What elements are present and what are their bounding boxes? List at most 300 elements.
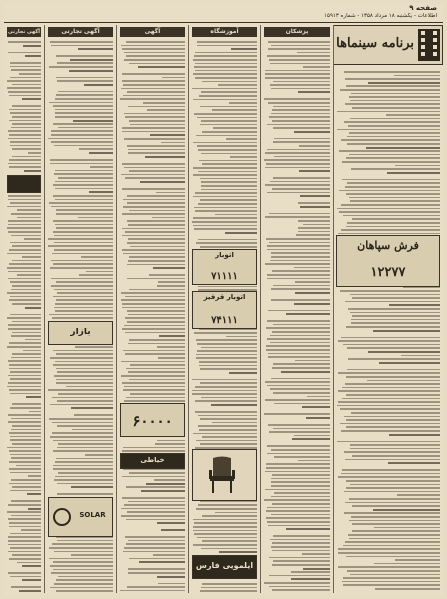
text-line xyxy=(194,332,257,334)
text-line xyxy=(121,299,185,301)
text-line xyxy=(124,547,185,549)
text-line xyxy=(198,425,257,427)
text-line xyxy=(349,154,440,156)
text-line xyxy=(158,357,185,359)
text-line xyxy=(157,346,185,348)
text-line xyxy=(16,465,41,467)
text-line xyxy=(8,544,41,546)
text-line xyxy=(389,304,440,306)
text-line xyxy=(201,181,257,183)
text-line xyxy=(337,129,440,131)
text-line xyxy=(267,274,330,276)
text-line xyxy=(197,350,257,352)
text-line xyxy=(51,134,113,136)
text-line xyxy=(22,565,41,567)
text-line xyxy=(352,315,440,317)
text-line xyxy=(269,586,330,588)
text-line xyxy=(50,404,113,406)
text-line xyxy=(268,353,330,355)
text-line xyxy=(53,561,113,563)
text-line xyxy=(54,583,113,585)
text-line xyxy=(265,77,330,79)
text-line xyxy=(337,111,440,113)
text-line xyxy=(128,540,185,542)
text-line xyxy=(201,91,257,93)
text-line xyxy=(271,496,330,498)
text-line xyxy=(56,94,113,96)
text-line xyxy=(266,345,330,347)
text-line xyxy=(338,476,440,478)
text-line xyxy=(122,127,185,129)
text-line xyxy=(200,124,257,126)
text-line xyxy=(193,225,257,227)
text-line xyxy=(379,362,440,364)
text-line xyxy=(347,369,440,371)
text-line xyxy=(346,394,440,396)
text-line xyxy=(56,368,113,370)
text-line xyxy=(50,267,113,269)
text-line xyxy=(268,310,330,312)
text-line xyxy=(338,552,440,554)
text-line xyxy=(56,299,113,301)
text-line xyxy=(202,515,257,517)
text-line xyxy=(157,576,185,578)
text-line xyxy=(267,245,330,247)
text-line xyxy=(268,424,330,426)
text-line xyxy=(157,440,185,442)
text-line xyxy=(194,522,257,524)
text-line xyxy=(200,382,257,384)
text-line xyxy=(89,152,113,154)
text-line xyxy=(198,149,257,151)
text-line xyxy=(54,375,113,377)
text-line xyxy=(55,98,113,100)
text-line xyxy=(339,211,440,213)
text-line xyxy=(273,428,330,430)
text-line xyxy=(8,220,41,222)
text-line xyxy=(10,141,41,143)
text-line xyxy=(270,260,330,262)
text-line xyxy=(271,481,330,483)
text-line xyxy=(10,62,41,64)
text-line xyxy=(11,357,41,359)
text-line xyxy=(140,181,185,183)
text-line xyxy=(193,530,257,532)
text-line xyxy=(121,45,185,47)
text-line xyxy=(50,357,113,359)
text-line xyxy=(368,351,440,353)
text-line xyxy=(265,471,330,473)
text-line xyxy=(274,156,330,158)
text-line xyxy=(53,296,113,298)
text-line xyxy=(268,102,330,104)
text-line xyxy=(341,229,440,231)
text-line xyxy=(267,149,330,151)
text-line xyxy=(351,168,440,170)
text-line xyxy=(350,448,440,450)
text-line xyxy=(347,347,440,349)
text-line xyxy=(195,77,257,79)
text-line xyxy=(200,199,257,201)
text-line xyxy=(120,98,185,100)
text-line xyxy=(352,523,440,525)
text-line xyxy=(57,400,113,402)
text-line xyxy=(125,116,185,118)
text-line xyxy=(121,292,185,294)
text-line xyxy=(52,317,113,319)
text-line xyxy=(122,80,185,82)
text-line xyxy=(129,210,185,212)
text-line xyxy=(7,227,41,229)
text-line xyxy=(349,132,440,134)
text-line xyxy=(298,227,330,229)
text-line xyxy=(9,120,41,122)
text-line xyxy=(272,503,330,505)
text-line xyxy=(12,148,41,150)
text-line xyxy=(344,451,440,453)
text-line xyxy=(121,174,185,176)
text-line xyxy=(49,202,113,204)
text-line xyxy=(57,425,113,427)
text-line xyxy=(298,231,330,233)
text-line xyxy=(127,278,185,280)
ad-big-number: ۶۰۰۰۰ xyxy=(120,403,185,437)
text-line xyxy=(296,234,330,236)
text-line xyxy=(269,557,330,559)
text-line xyxy=(55,224,113,226)
text-line xyxy=(8,195,41,197)
text-line xyxy=(122,228,185,230)
text-line xyxy=(200,443,257,445)
text-line xyxy=(8,278,41,280)
text-line xyxy=(51,206,113,208)
ad-ilmoby: ایلمویی فارس xyxy=(192,555,257,579)
text-line xyxy=(193,73,257,75)
text-line xyxy=(266,467,330,469)
text-line xyxy=(271,288,330,290)
text-line xyxy=(53,195,113,197)
cinema-listing-text xyxy=(337,25,440,593)
text-line xyxy=(129,558,185,560)
text-line xyxy=(273,324,330,326)
text-line xyxy=(123,253,185,255)
text-line xyxy=(212,422,257,424)
text-line xyxy=(23,45,41,47)
text-line xyxy=(342,469,440,471)
text-line xyxy=(194,207,257,209)
text-line xyxy=(121,375,185,377)
text-line xyxy=(79,274,113,276)
text-line xyxy=(231,48,257,50)
text-line xyxy=(12,285,41,287)
text-line xyxy=(53,468,113,470)
text-line xyxy=(12,84,41,86)
text-line xyxy=(374,527,440,529)
text-line xyxy=(10,371,41,373)
text-line xyxy=(55,310,113,312)
text-line xyxy=(202,163,257,165)
text-line xyxy=(9,368,41,370)
ad-phone-a: اتوبار ۷۱۱۱۱ xyxy=(192,249,257,285)
text-line xyxy=(352,107,440,109)
text-line xyxy=(128,568,185,570)
text-line xyxy=(129,256,185,258)
text-line xyxy=(74,414,113,416)
text-line xyxy=(294,131,330,133)
text-line xyxy=(299,145,330,147)
text-line xyxy=(346,326,440,328)
text-line xyxy=(123,199,185,201)
text-line xyxy=(9,432,41,434)
text-line xyxy=(200,106,257,108)
text-line xyxy=(200,178,257,180)
text-line xyxy=(342,387,440,389)
text-line xyxy=(197,145,257,147)
text-line xyxy=(7,87,41,89)
text-line xyxy=(339,190,440,192)
text-line xyxy=(51,260,113,262)
text-line xyxy=(302,553,330,555)
text-line xyxy=(267,124,330,126)
text-line xyxy=(349,197,440,199)
text-line xyxy=(345,301,440,303)
text-line xyxy=(193,196,257,198)
text-line xyxy=(201,397,257,399)
text-line xyxy=(49,418,113,420)
text-line xyxy=(56,77,113,79)
text-line xyxy=(153,267,185,269)
text-line xyxy=(9,109,41,111)
text-line xyxy=(193,59,257,61)
text-line xyxy=(271,256,330,258)
text-line xyxy=(57,483,113,485)
text-line xyxy=(12,156,41,158)
text-line xyxy=(12,303,41,305)
text-line xyxy=(270,181,330,183)
text-line xyxy=(395,559,440,561)
text-line xyxy=(299,170,330,172)
text-line xyxy=(286,313,330,315)
text-line xyxy=(198,286,257,288)
text-line xyxy=(266,517,330,519)
text-line xyxy=(129,289,185,291)
text-line xyxy=(226,138,257,140)
ad-block xyxy=(7,175,41,193)
text-line xyxy=(198,415,257,417)
text-line xyxy=(367,380,440,382)
text-line xyxy=(11,500,41,502)
text-line xyxy=(51,45,113,47)
column-3 xyxy=(116,25,188,593)
text-line xyxy=(201,185,257,187)
text-line xyxy=(266,463,330,465)
text-line xyxy=(351,93,440,95)
text-line xyxy=(345,103,440,105)
text-line xyxy=(55,109,113,111)
text-line xyxy=(345,459,440,461)
text-line xyxy=(70,59,113,61)
text-line xyxy=(200,246,257,248)
text-line xyxy=(124,59,185,61)
text-line xyxy=(271,252,330,254)
text-line xyxy=(122,188,185,190)
text-line xyxy=(341,139,440,141)
text-line xyxy=(11,335,41,337)
text-line xyxy=(12,105,41,107)
text-line xyxy=(387,172,440,174)
text-line xyxy=(297,52,330,54)
text-line xyxy=(10,472,41,474)
text-line xyxy=(272,542,330,544)
text-line xyxy=(7,253,41,255)
text-line xyxy=(338,390,440,392)
text-line xyxy=(50,41,113,43)
text-line xyxy=(129,120,185,122)
text-line xyxy=(389,434,440,436)
text-line xyxy=(272,331,330,333)
text-line xyxy=(27,493,41,495)
text-line xyxy=(395,165,440,167)
text-line xyxy=(197,41,257,43)
text-line xyxy=(55,303,113,305)
text-line xyxy=(73,120,113,122)
text-line xyxy=(401,355,440,357)
text-line xyxy=(373,330,440,332)
text-line xyxy=(226,336,257,338)
text-line xyxy=(229,102,257,104)
text-line xyxy=(298,91,330,93)
text-line xyxy=(350,118,440,120)
chair-icon xyxy=(207,456,237,494)
text-line xyxy=(271,378,330,380)
text-line xyxy=(295,281,330,283)
text-line xyxy=(267,453,330,455)
text-line xyxy=(8,328,41,330)
text-line xyxy=(267,385,330,387)
text-line xyxy=(57,62,113,64)
text-line xyxy=(122,213,185,215)
text-line xyxy=(265,152,330,154)
newspaper-page xyxy=(4,3,443,596)
text-line xyxy=(11,418,41,420)
text-line xyxy=(300,195,330,197)
text-line xyxy=(272,188,330,190)
text-line xyxy=(58,127,113,129)
text-line xyxy=(122,48,185,50)
text-line xyxy=(195,386,257,388)
text-line xyxy=(125,296,185,298)
text-line xyxy=(7,206,41,208)
text-line xyxy=(48,238,113,240)
text-line xyxy=(51,278,113,280)
text-line xyxy=(11,69,41,71)
text-line xyxy=(143,102,185,104)
text-line xyxy=(9,461,41,463)
text-line xyxy=(196,135,257,137)
text-line xyxy=(158,583,185,585)
text-line xyxy=(193,544,257,546)
text-line xyxy=(122,249,185,251)
text-line xyxy=(397,494,440,496)
text-line xyxy=(124,386,185,388)
text-line xyxy=(53,350,113,352)
text-line xyxy=(123,447,185,449)
text-line xyxy=(8,130,41,132)
text-line xyxy=(154,479,185,481)
text-line xyxy=(122,73,185,75)
text-line xyxy=(347,570,440,572)
text-line xyxy=(9,263,41,265)
text-line xyxy=(49,547,113,549)
text-line xyxy=(23,350,41,352)
text-line xyxy=(125,536,185,538)
text-line xyxy=(53,440,113,442)
text-line xyxy=(8,41,41,43)
text-line xyxy=(346,226,440,228)
text-line xyxy=(192,390,257,392)
text-line xyxy=(128,501,185,503)
text-line xyxy=(8,518,41,520)
text-line xyxy=(124,325,185,327)
text-line xyxy=(349,498,440,500)
text-line xyxy=(274,492,330,494)
text-line xyxy=(344,121,440,123)
text-line xyxy=(373,509,440,511)
text-line xyxy=(195,192,257,194)
text-line xyxy=(195,52,257,54)
text-line xyxy=(54,145,113,147)
text-line xyxy=(21,529,41,531)
text-line xyxy=(71,407,113,409)
text-line xyxy=(53,123,113,125)
text-line xyxy=(265,399,330,401)
text-line xyxy=(388,462,440,464)
text-line xyxy=(229,372,257,374)
text-line xyxy=(267,521,330,523)
text-line xyxy=(347,136,440,138)
text-line xyxy=(350,100,440,102)
text-line xyxy=(195,210,257,212)
text-line xyxy=(122,131,185,133)
text-line xyxy=(123,84,185,86)
text-line xyxy=(53,569,113,571)
column-cinema xyxy=(333,25,443,593)
text-line xyxy=(199,160,257,162)
text-line xyxy=(230,156,257,158)
text-line xyxy=(194,228,257,230)
text-line xyxy=(273,285,330,287)
text-line xyxy=(10,393,41,395)
text-line xyxy=(11,213,41,215)
text-line xyxy=(193,526,257,528)
text-line xyxy=(8,52,41,54)
text-line xyxy=(48,138,113,140)
text-line xyxy=(10,77,41,79)
text-line xyxy=(71,486,113,488)
text-line xyxy=(10,296,41,298)
text-line xyxy=(58,393,113,395)
text-line xyxy=(349,538,440,540)
text-line xyxy=(124,504,185,506)
text-line xyxy=(53,220,113,222)
text-line xyxy=(54,242,113,244)
text-line xyxy=(19,590,41,592)
text-line xyxy=(267,278,330,280)
text-line xyxy=(346,480,440,482)
text-line xyxy=(202,131,257,133)
text-line xyxy=(267,507,330,509)
text-line xyxy=(161,142,185,144)
